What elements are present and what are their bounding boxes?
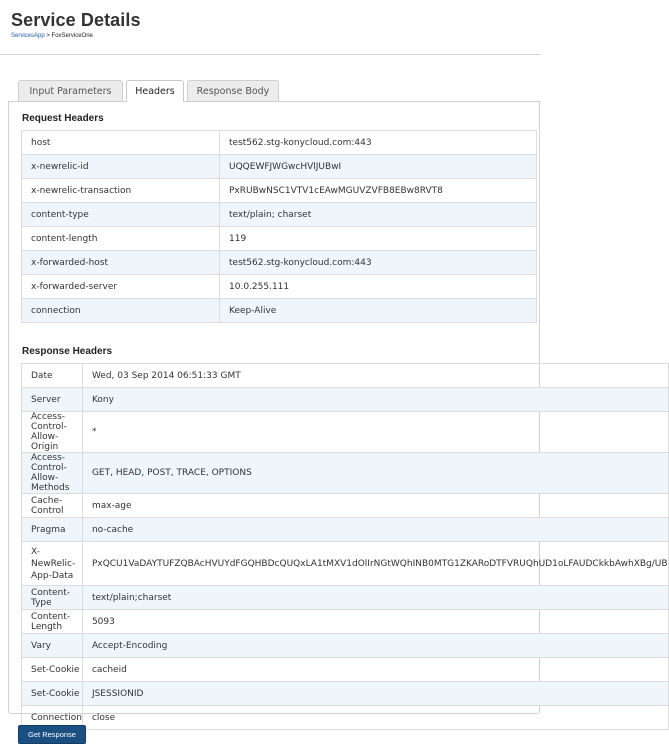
header-name-cell: content-type (22, 203, 220, 227)
table-row (22, 275, 537, 299)
header-name-cell: x-forwarded-server (22, 275, 220, 299)
tab-input-parameters[interactable]: Input Parameters (18, 80, 123, 101)
header-value-cell: JSESSIONID (82, 682, 668, 706)
get-response-button[interactable]: Get Response (18, 725, 86, 744)
header-name-cell: Set-Cookie (22, 682, 83, 706)
table-row (22, 227, 537, 251)
header-name-cell: connection (22, 299, 220, 323)
header-value-cell: Wed, 03 Sep 2014 06:51:33 GMT (82, 364, 668, 388)
request-headers-table (21, 130, 537, 323)
header-value-cell: test562.stg-konycloud.com:443 (220, 251, 537, 275)
header-name-cell: Cache-Control (22, 494, 83, 518)
header-name-cell: X-NewRelic-App-Data (22, 542, 83, 586)
table-row (22, 453, 669, 494)
response-headers-title: Response Headers (22, 346, 113, 357)
header-name-cell: Vary (22, 634, 83, 658)
header-name-cell: Server (22, 388, 83, 412)
header-value-cell: 10.0.255.111 (220, 275, 537, 299)
header-value-cell: UQQEWFJWGwcHVlJUBwI (220, 155, 537, 179)
header-value-cell: text/plain;charset (82, 586, 668, 610)
table-row (22, 388, 669, 412)
header-name-cell: x-newrelic-transaction (22, 179, 220, 203)
table-row (22, 706, 669, 730)
page-title: Service Details (11, 10, 141, 30)
table-row (22, 299, 537, 323)
table-row (22, 179, 537, 203)
response-headers-table (21, 363, 669, 730)
table-row (22, 586, 669, 610)
header-value-cell: Keep-Alive (220, 299, 537, 323)
breadcrumb-current: FoxServiceOne (51, 33, 93, 39)
header-name-cell: Access-Control-Allow-Methods (22, 453, 83, 494)
header-name-cell: Pragma (22, 518, 83, 542)
table-row (22, 203, 537, 227)
header-name-cell: x-newrelic-id (22, 155, 220, 179)
table-row (22, 412, 669, 453)
header-value-cell: Accept-Encoding (82, 634, 668, 658)
header-value-cell: GET, HEAD, POST, TRACE, OPTIONS (82, 453, 668, 494)
breadcrumb (11, 33, 93, 39)
header-value-cell: cacheid (82, 658, 668, 682)
header-name-cell: Access-Control-Allow-Origin (22, 412, 83, 453)
header-value-cell: close (82, 706, 668, 730)
header-value-cell: 119 (220, 227, 537, 251)
header-value-cell: no-cache (82, 518, 668, 542)
header-name-cell: Connection (22, 706, 83, 730)
table-row (22, 658, 669, 682)
headers-panel (8, 101, 668, 723)
header-name-cell: Content-Type (22, 586, 83, 610)
table-row (22, 364, 669, 388)
header-name-cell: host (22, 131, 220, 155)
table-row (22, 494, 669, 518)
header-value-cell: Kony (82, 388, 668, 412)
table-row (22, 634, 669, 658)
header-value-cell: PxRUBwNSC1VTV1cEAwMGUVZVFB8EBw8RVT8 (220, 179, 537, 203)
page-header (0, 0, 541, 55)
header-value-cell: max-age (82, 494, 668, 518)
table-row (22, 518, 669, 542)
header-value-cell: 5093 (82, 610, 668, 634)
table-row (22, 542, 669, 586)
table-row (22, 131, 537, 155)
table-row (22, 682, 669, 706)
header-name-cell: Content-Length (22, 610, 83, 634)
header-name-cell: content-length (22, 227, 220, 251)
header-value-cell: text/plain; charset (220, 203, 537, 227)
table-row (22, 155, 537, 179)
header-value-cell: PxQCU1VaDAYTUFZQBAcHVUYdFGQHBDcQUQxLA1tMXV1dOlIrNGtWQhINB0MTG1ZKARoDTFVRUQhUD1oLFAUDCkkbAwhXBg/UB (82, 542, 668, 586)
table-row (22, 610, 669, 634)
breadcrumb-root-link[interactable]: ServicesApp (11, 33, 45, 39)
breadcrumb-separator: > (44, 33, 52, 39)
header-value-cell: test562.stg-konycloud.com:443 (220, 131, 537, 155)
tab-response-body[interactable]: Response Body (187, 80, 279, 101)
header-name-cell: Set-Cookie (22, 658, 83, 682)
table-row (22, 251, 537, 275)
header-value-cell: * (82, 412, 668, 453)
request-headers-title: Request Headers (22, 113, 104, 124)
tab-headers[interactable]: Headers (126, 80, 184, 102)
header-name-cell: x-forwarded-host (22, 251, 220, 275)
header-name-cell: Date (22, 364, 83, 388)
